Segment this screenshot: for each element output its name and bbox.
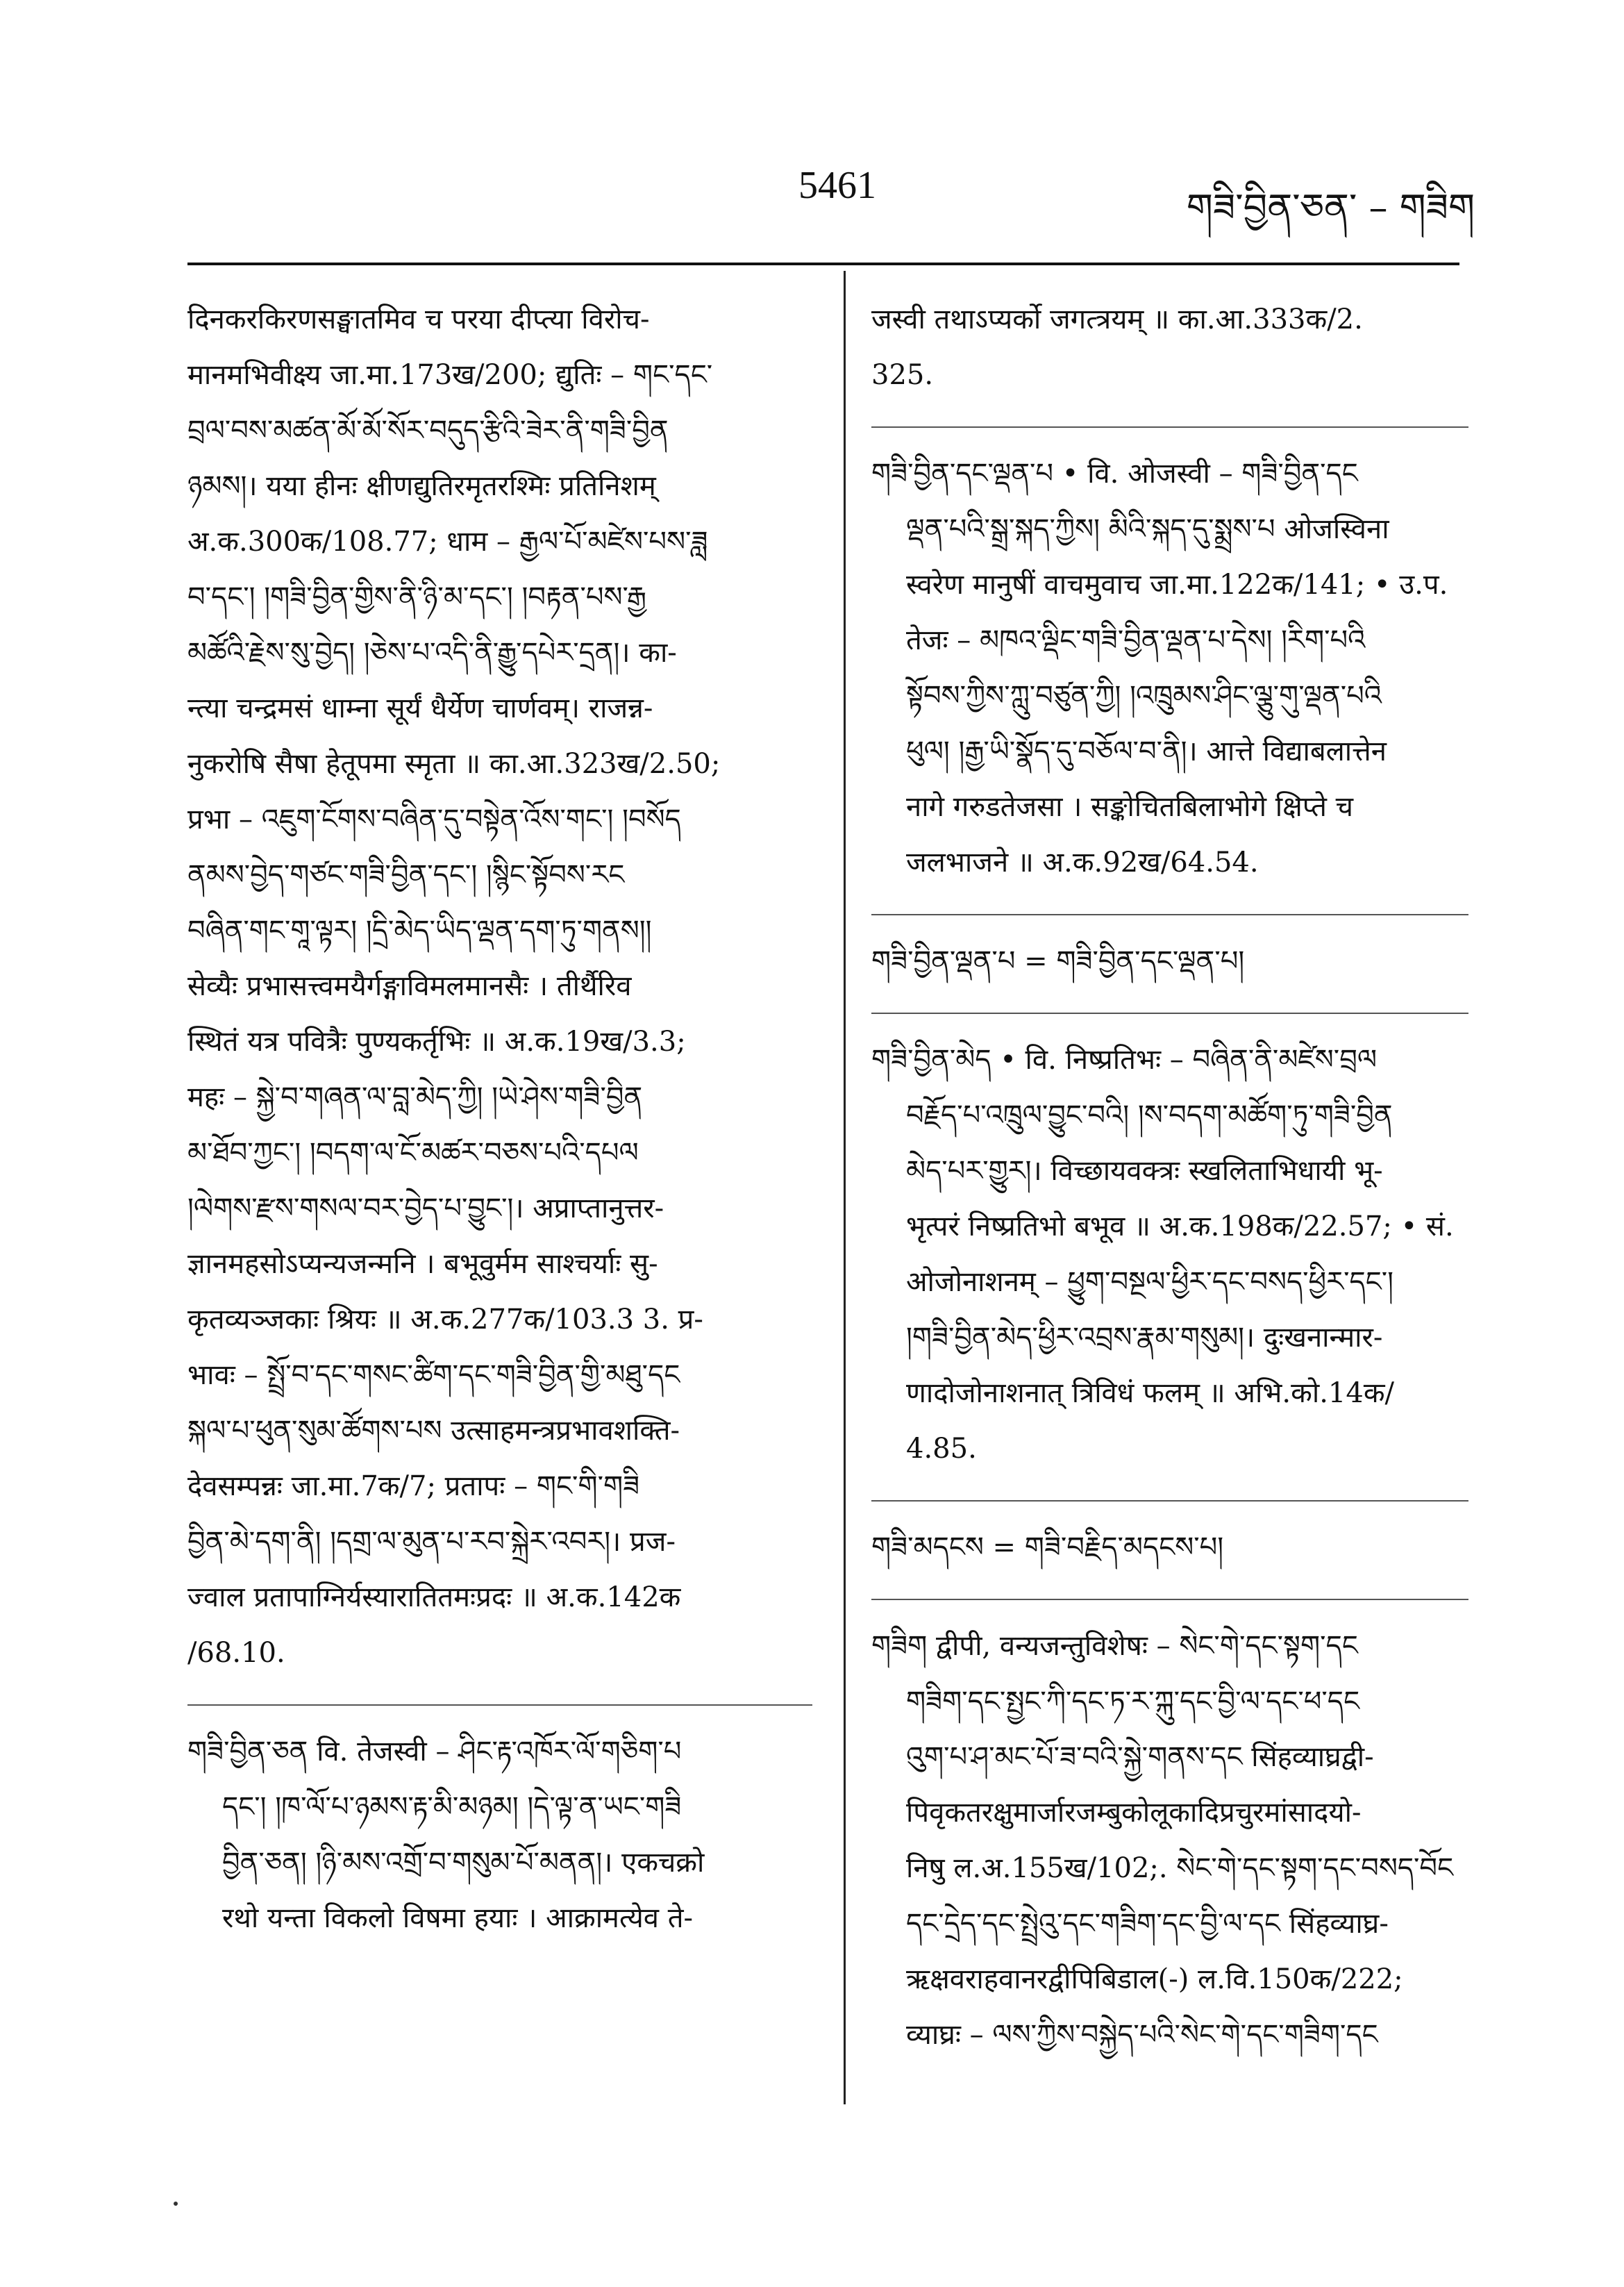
entry-line: གཟིག་དང་སྤྱང་ཀི་དང་ཏ་ར་ཀྐུ་དང་བྱི་ལ་དང་ཕ་དང: [906, 1686, 1360, 1718]
entry-line: निषु ल.अ.155ख/102;. སེང་གེ་དང་སྟག་དང་བསད་བོང: [906, 1852, 1454, 1884]
entry-line: ལྡན་པའི་སྒྲ་སྐད་ཀྱིས། མིའི་སྐད་དུ་སྨྲས་པ ओजस्विना: [906, 513, 1389, 545]
entry-line: नागे गरुडतेजसा । सङ्कोचितबिलाभोगे क्षिप्ते च: [906, 791, 1354, 823]
entry-line: महः – སྐྱེ་བ་གཞན་ལ་བླ་མེད་ཀྱི། །ཡེ་ཤེས་གཟི་བྱིན: [187, 1081, 643, 1113]
entry-line: གཟིག द्वीपी, वन्यजन्तुविशेषः – སེང་གེ་དང་སྟག་དང: [871, 1630, 1358, 1662]
entry-line: དང་དྲེད་དང་སྤྲེའུ་དང་གཟིག་དང་བྱི་ལ་དང सिंहव्याघ्र-: [906, 1908, 1389, 1940]
entry-line: མེད་པར་གྱུར།। विच्छायवक्त्रः स्खलिताभिधायी भू-: [906, 1155, 1383, 1187]
entry-line: ज्ञानमहसोऽप्यन्यजन्मनि । बभूवुर्मम साश्चर्याः सु-: [187, 1248, 658, 1280]
entry-line: 4.85.: [906, 1433, 977, 1465]
dictionary-entry: [871, 933, 1468, 989]
entry-line: ཉམས།। यया हीनः क्षीणद्युतिरमृतरश्मिः प्रतिनिशम्: [187, 470, 656, 502]
entry-line: ཕུལ། །རྒྱ་ཡི་སྣོད་དུ་བཅོལ་བ་ནི།। आत्ते विद्याबलात्तेन: [906, 735, 1387, 767]
dictionary-entry: [871, 292, 1468, 403]
entry-separator: [871, 426, 1468, 428]
entry-line: །ལེགས་རྫས་གསལ་བར་བྱེད་པ་བྱུང་།। अप्राप्तानुत्तर-: [187, 1192, 664, 1224]
entry-line: བྱིན་མེ་དག་ནི། །དགྲ་ལ་མུན་པ་རབ་སྐྲེར་འབར།। प्रज-: [187, 1526, 676, 1558]
right-column: [871, 292, 1468, 2086]
entry-line: नुकरोषि सैषा हेतूपमा स्मृता ॥ का.आ.323ख/2.50;: [187, 748, 721, 780]
entry-line: अ.क.300क/108.77; धाम – རྒྱལ་པོ་མཛེས་པས་ཟླ: [187, 526, 708, 558]
entry-line: स्थितं यत्र पवित्रैः पुण्यकर्तृभिः ॥ अ.क.19ख/3.3;: [187, 1026, 686, 1058]
entry-line: །གཟི་བྱིན་མེད་ཕྱིར་འབྲས་རྣམ་གསུམ།। दुःखनान्मार-: [906, 1322, 1383, 1354]
dictionary-entry: [871, 1520, 1468, 1575]
entry-line: मानमभिवीक्ष्य जा.मा.173ख/200; द्युतिः – གང་དང་: [187, 359, 713, 391]
entry-line: བྱིན་ཅན། །ཉི་མས་འགྲོ་བ་གསུམ་པོ་མནན།। एकचक्रो: [222, 1847, 705, 1879]
entry-line: བ་དང་། །གཟི་བྱིན་གྱིས་ནི་ཉི་མ་དང་། །བརྟན་པས་རྒྱ: [187, 581, 647, 613]
entry-separator: [871, 1013, 1468, 1014]
entry-line: བྲལ་བས་མཚན་མོ་མོ་སོར་བདུད་རྩིའི་ཟེར་ནི་གཟི་བྱིན: [187, 415, 669, 447]
entry-line: णादोजोनाशनात् त्रिविधं फलम् ॥ अभि.को.14क/: [906, 1377, 1395, 1409]
entry-line: གཟི་བྱིན་ཅན वि. तेजस्वी – ཤིང་རྟ་འཁོར་ལོ་གཅིག་པ: [187, 1736, 682, 1768]
entry-line: གཟི་མདངས = གཟི་བརྗིད་མདངས་པ།: [871, 1531, 1224, 1563]
margin-dot: [174, 2202, 178, 2206]
entry-line: पिवृकतरक्षुमार्जारजम्बुकोलूकादिप्रचुरमांसादयो-: [906, 1797, 1362, 1829]
entry-line: བརྗོད་པ་འཁྲུལ་བྱུང་བའི། །ས་བདག་མཚོག་ཏུ་གཟི་བྱིན: [906, 1099, 1393, 1131]
entry-line: གཟི་བྱིན་དང་ལྡན་པ • वि. ओजस्वी – གཟི་བྱིན་དང: [871, 458, 1358, 490]
entry-line: ज्वाल प्रतापाग्निर्यस्यारातितमःप्रदः ॥ अ.क.142क: [187, 1581, 681, 1613]
entry-line: न्त्या चन्द्रमसं धाम्ना सूर्यं धैर्येण चार्णवम्। राजन्न-: [187, 692, 653, 724]
column-divider: [844, 271, 846, 2104]
dictionary-entry: [871, 1032, 1468, 1477]
header-rule: [187, 263, 1459, 265]
entry-line: གཟི་བྱིན་མེད • वि. निष्प्रतिभः – བཞིན་ནི་མཛེས་བྲལ: [871, 1044, 1378, 1076]
entry-line: ओजोनाशनम् – ཕྱུག་བསྔལ་ཕྱིར་དང་བསད་ཕྱིར་དང་།: [906, 1266, 1394, 1298]
entry-line: ནམས་བྱེད་གཙང་གཟི་བྱིན་དང་། །སྙིང་སྟོབས་རང: [187, 859, 625, 891]
entry-line: दिनकरकिरणसङ्घातमिव च परया दीप्त्या विरोच-: [187, 303, 650, 335]
entry-line: བཞིན་གང་གཱ་ལྟར། །དྲི་མེད་ཡིད་ལྡན་དག་ཏུ་གནས།།: [187, 915, 652, 947]
entry-line: स्वरेण मानुषीं वाचमुवाच जा.मा.122क/141; • उ.प.: [906, 569, 1448, 601]
entry-line: जलभाजने ॥ अ.क.92ख/64.54.: [906, 847, 1259, 879]
entry-line: དང་། །ཁ་ལོ་པ་ཉམས་རྟ་མི་མཉམ། །དེ་ལྟ་ན་ཡང་གཟི: [222, 1791, 682, 1823]
entry-line: प्रभा – འཇུག་ངོགས་བཞིན་དུ་བསྟེན་འོས་གང་། །བསོད: [187, 804, 681, 835]
entry-line: जस्वी तथाऽप्यर्को जगत्त्रयम् ॥ का.आ.333क/2.: [871, 303, 1363, 335]
entry-line: མཚོའི་རྗེས་སུ་བྱེད། །ཅེས་པ་འདི་ནི་རྒྱུ་དཔེར་དྲན།। का-: [187, 637, 677, 669]
entry-line: སྟོབས་ཀྱིས་ཀླུ་བཙུན་ཀྱི། །འཁྲུམས་ཤིང་ལྕུ་གུ་ལྡན་པའི: [906, 680, 1382, 712]
entry-line: མ་ཐོབ་ཀྱང་། །བདག་ལ་ངོ་མཚར་བཅས་པའི་དཔལ: [187, 1137, 639, 1169]
entry-line: འུག་པ་ཤ་མང་པོ་ཟ་བའི་སྐྱེ་གནས་དང सिंहव्याघ्रद्वी-: [906, 1741, 1374, 1773]
dictionary-entry: [871, 446, 1468, 890]
running-head: གཟི་བྱིན་ཅན་ – གཟིག: [1186, 185, 1475, 229]
entry-line: तेजः – མཁའ་ལྡིང་གཟི་བྱིན་ལྡན་པ་དེས། །རིག་པའི: [906, 624, 1366, 656]
entry-line: देवसम्पन्नः जा.मा.7क/7; प्रतापः – གང་གི་གཟི: [187, 1470, 640, 1502]
left-column: [187, 292, 812, 1970]
dictionary-entry: [871, 1618, 1468, 2063]
entry-line: སྐལ་པ་ཕུན་སུམ་ཚོགས་པས उत्साहमन्त्रप्रभावशक्ति-: [187, 1415, 680, 1447]
entry-line: གཟི་བྱིན་ལྡན་པ = གཟི་བྱིན་དང་ལྡན་པ།: [871, 945, 1245, 977]
entry-separator: [187, 1704, 812, 1706]
entry-line: व्याघ्रः – ལས་ཀྱིས་བསྐྱེད་པའི་སེང་གེ་དང་གཟིག་དང: [906, 2019, 1378, 2051]
entry-line: भावः – སྤྲོ་བ་དང་གསང་ཚིག་དང་གཟི་བྱིན་གྱི་མཐུ་དང: [187, 1359, 680, 1391]
entry-separator: [871, 1500, 1468, 1502]
dictionary-entry: [187, 292, 812, 1681]
dictionary-entry: [187, 1724, 812, 1946]
entry-line: /68.10.: [187, 1637, 285, 1669]
entry-separator: [871, 1599, 1468, 1600]
entry-line: 325.: [871, 359, 934, 391]
entry-line: भृत्परं निष्प्रतिभो बभूव ॥ अ.क.198क/22.57; • सं.: [906, 1211, 1454, 1242]
entry-line: कृतव्यञ्जकाः श्रियः ॥ अ.क.277क/103.3 3. प्र-: [187, 1304, 703, 1336]
entry-separator: [871, 914, 1468, 915]
entry-line: रथो यन्ता विकलो विषमा हयाः । आक्रामत्येव ते-: [222, 1902, 694, 1934]
page-number: 5461: [798, 164, 876, 207]
entry-line: सेव्यैः प्रभासत्त्वमयैर्गङ्गाविमलमानसैः । तीर्थैरिव: [187, 970, 632, 1002]
entry-line: ऋक्षवराहवानरद्वीपिबिडाल(-) ल.वि.150क/222;: [906, 1963, 1403, 1995]
